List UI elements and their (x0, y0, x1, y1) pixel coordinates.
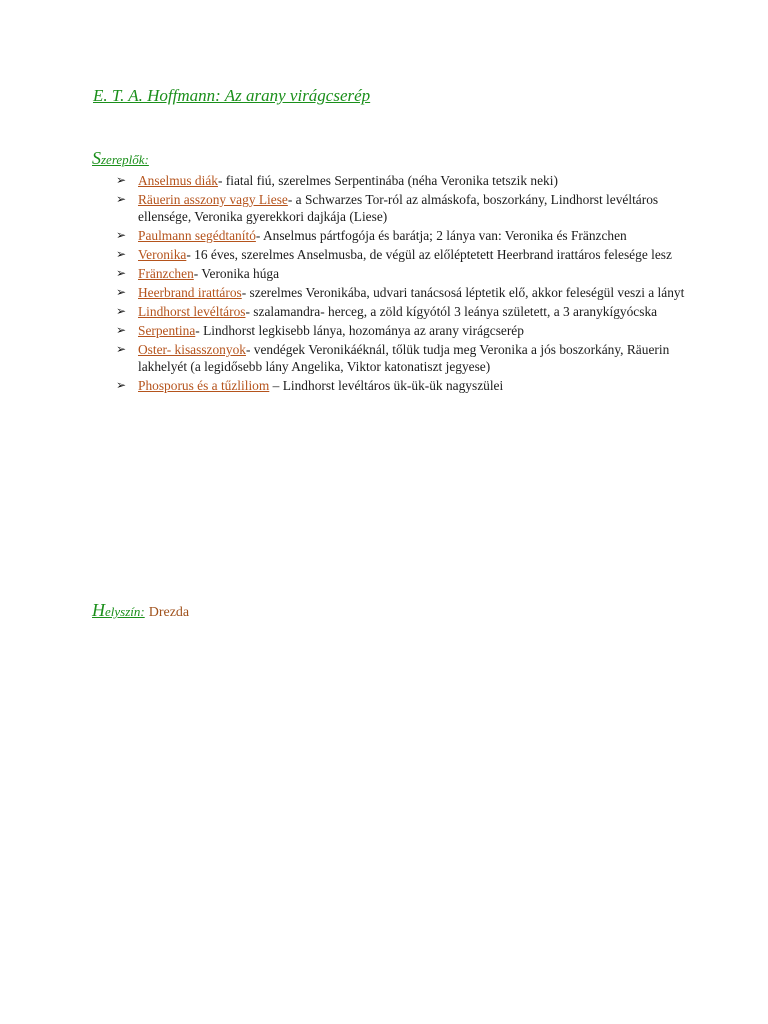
arrowhead-bullet-icon: ➢ (116, 192, 127, 206)
character-name-link[interactable]: Lindhorst levéltáros (138, 304, 246, 319)
list-item (116, 265, 686, 282)
character-description: - vendégek Veronikáéknál, tőlük tudja meg Veronika a jós boszorkány, Räuerin lakhelyét (a legidősebb lány Angelika, Viktor katonatiszt jegyese) (138, 342, 670, 374)
characters-heading-rest: zereplők: (101, 152, 149, 167)
character-name-link[interactable]: Anselmus diák (138, 173, 218, 188)
characters-heading-initial: S (92, 148, 101, 168)
character-description: - 16 éves, szerelmes Anselmusba, de végül az előléptetett Heerbrand irattáros felesége lesz (186, 247, 672, 262)
list-item (116, 246, 686, 263)
arrowhead-bullet-icon: ➢ (116, 323, 127, 337)
list-item (116, 284, 686, 301)
list-item (116, 227, 686, 244)
characters-list (116, 172, 686, 396)
arrowhead-bullet-icon: ➢ (116, 247, 127, 261)
arrowhead-bullet-icon: ➢ (116, 378, 127, 392)
location-heading-rest: elyszín: (105, 604, 145, 619)
document-title: E. T. A. Hoffmann: Az arany virágcserép (93, 86, 371, 105)
character-name-link[interactable]: Heerbrand irattáros (138, 285, 242, 300)
character-name-link[interactable]: Fränzchen (138, 266, 194, 281)
arrowhead-bullet-icon: ➢ (116, 228, 127, 242)
location-value: Drezda (148, 605, 190, 620)
characters-heading (92, 148, 149, 169)
location-heading-initial: H (92, 600, 105, 620)
character-description: - Lindhorst legkisebb lánya, hozománya az arany virágcserép (195, 323, 524, 338)
character-name-link[interactable]: Räuerin asszony vagy Liese (138, 192, 288, 207)
arrowhead-bullet-icon: ➢ (116, 285, 127, 299)
character-name-link[interactable]: Phosporus és a tűzliliom (138, 378, 270, 393)
character-description: - a Schwarzes Tor-ról az almáskofa, boszorkány, Lindhorst levéltáros ellensége, Veronika gyerekkori dajkája (Liese) (138, 192, 659, 224)
character-description: - Anselmus pártfogója és barátja; 2 lánya van: Veronika és Fränzchen (255, 228, 627, 243)
character-name-link[interactable]: Veronika (138, 247, 187, 262)
character-description: - szalamandra- herceg, a zöld kígyótól 3 leánya született, a 3 aranykígyócska (245, 304, 658, 319)
list-item (116, 191, 686, 225)
list-item (116, 341, 686, 375)
location-heading (92, 600, 189, 621)
character-name-link[interactable]: Paulmann segédtanító (138, 228, 256, 243)
list-item (116, 377, 686, 394)
arrowhead-bullet-icon: ➢ (116, 266, 127, 280)
arrowhead-bullet-icon: ➢ (116, 173, 127, 187)
character-description: - fiatal fiú, szerelmes Serpentinába (néha Veronika tetszik neki) (217, 173, 558, 188)
arrowhead-bullet-icon: ➢ (116, 342, 127, 356)
list-item (116, 172, 686, 189)
list-item (116, 303, 686, 320)
character-name-link[interactable]: Oster- kisasszonyok (138, 342, 246, 357)
list-item (116, 322, 686, 339)
character-description: – Lindhorst levéltáros ük-ük-ük nagyszülei (269, 378, 504, 393)
arrowhead-bullet-icon: ➢ (116, 304, 127, 318)
character-description: - Veronika húga (193, 266, 280, 281)
character-name-link[interactable]: Serpentina (138, 323, 196, 338)
character-description: - szerelmes Veronikába, udvari tanácsosá léptetik elő, akkor feleségül veszi a lányt (241, 285, 685, 300)
